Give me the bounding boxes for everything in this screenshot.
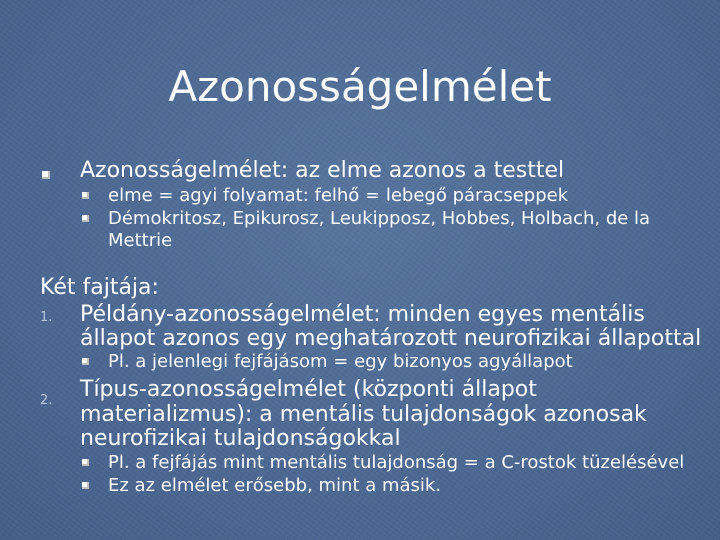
bullet-square-icon xyxy=(82,459,89,466)
item2-bullet-1: Pl. a fejfájás mint mentális tulajdonság = a C-rostok tüzelésével xyxy=(108,452,685,473)
bullet-square-icon xyxy=(82,482,89,489)
item2-line-2: materializmus): a mentális tulajdonságok azonosak xyxy=(80,402,647,427)
section1-heading: Azonosságelmélet: az elme azonos a testtel xyxy=(80,158,565,183)
bullet-square-icon xyxy=(42,171,50,179)
bullet-square-icon xyxy=(82,358,89,365)
item2-line-1: Típus-azonosságelmélet (központi állapot xyxy=(80,377,537,402)
item2-line-3: neurofizikai tulajdonságokkal xyxy=(80,426,401,451)
section2-heading: Két fajtája: xyxy=(40,275,159,300)
slide-title: Azonosságelmélet xyxy=(168,62,552,111)
section1-bullet-2-cont: Mettrie xyxy=(108,230,173,251)
item2-bullet-2: Ez az elmélet erősebb, mint a másik. xyxy=(108,475,442,496)
item1-line-1: Példány-azonosságelmélet: minden egyes mentális xyxy=(80,302,645,327)
section1-bullet-2: Démokritosz, Epikurosz, Leukipposz, Hobbes, Holbach, de la xyxy=(108,208,651,229)
item1-bullet-1: Pl. a jelenlegi fejfájásom = egy bizonyos agyállapot xyxy=(108,351,573,372)
item2-number: 2. xyxy=(40,393,53,408)
section1-bullet-1: elme = agyi folyamat: felhő = lebegő páracseppek xyxy=(108,185,569,206)
item1-line-2: állapot azonos egy meghatározott neurofizikai állapottal xyxy=(80,326,702,351)
bullet-square-icon xyxy=(82,192,89,199)
item1-number: 1. xyxy=(40,310,53,325)
bullet-square-icon xyxy=(82,215,89,222)
